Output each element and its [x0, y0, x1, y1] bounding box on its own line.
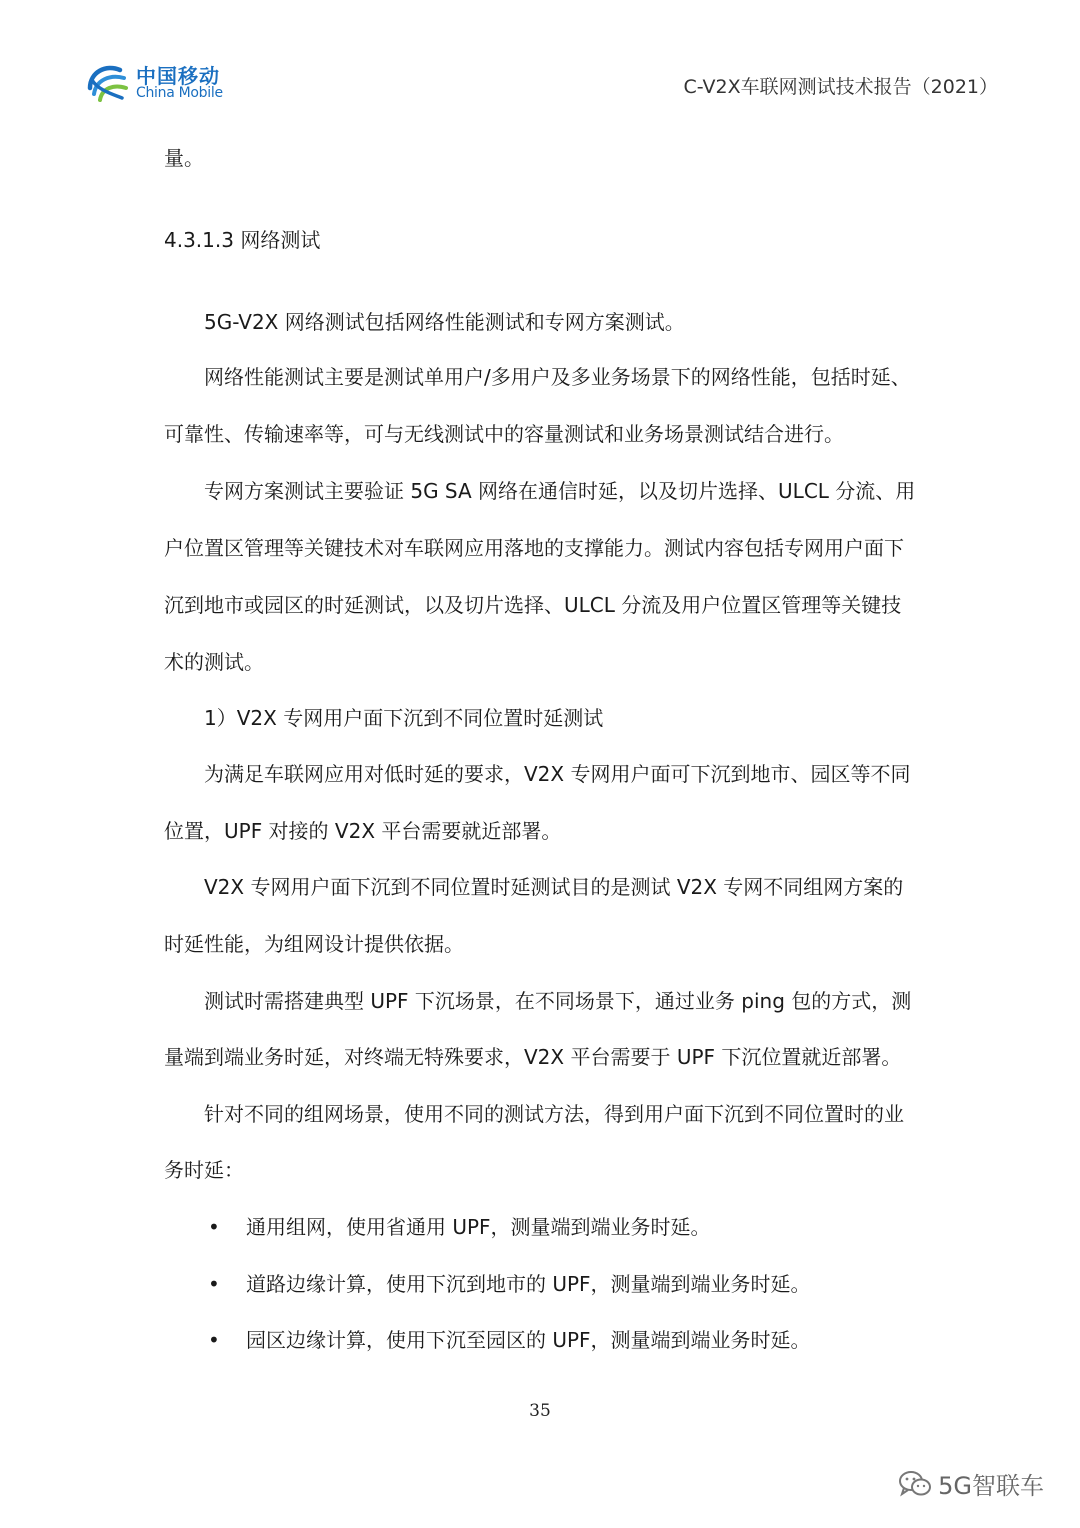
report-title: C-V2X车联网测试技术报告（2021） — [683, 76, 998, 98]
paragraph-line: V2X 专网用户面下沉到不同位置时延测试目的是测试 V2X 专网不同组网方案的 — [204, 875, 904, 899]
paragraph-line: 时延性能，为组网设计提供依据。 — [164, 932, 464, 956]
watermark-text: 5G智联车 — [938, 1472, 1044, 1500]
paragraph-line: 术的测试。 — [164, 650, 264, 674]
sub-heading: 1）V2X 专网用户面下沉到不同位置时延测试 — [204, 706, 604, 730]
page-number: 35 — [529, 1401, 551, 1421]
paragraph-line: 位置，UPF 对接的 V2X 平台需要就近部署。 — [164, 819, 562, 843]
paragraph-line: 户位置区管理等关键技术对车联网应用落地的支撑能力。测试内容包括专网用户面下 — [164, 536, 904, 560]
list-item: 道路边缘计算，使用下沉到地市的 UPF，测量端到端业务时延。 — [246, 1272, 811, 1296]
paragraph-line: 为满足车联网应用对低时延的要求，V2X 专网用户面可下沉到地市、园区等不同 — [204, 762, 911, 786]
china-mobile-swirl-icon — [84, 58, 132, 106]
paragraph-line: 网络性能测试主要是测试单用户/多用户及多业务场景下的网络性能，包括时延、 — [204, 365, 911, 389]
paragraph-line: 沉到地市或园区的时延测试，以及切片选择、ULCL 分流及用户位置区管理等关键技 — [164, 593, 902, 617]
paragraph-line: 5G-V2X 网络测试包括网络性能测试和专网方案测试。 — [204, 310, 685, 334]
logo-chinese-text: 中国移动 — [136, 64, 220, 88]
list-item: 园区边缘计算，使用下沉至园区的 UPF，测量端到端业务时延。 — [246, 1328, 811, 1352]
logo-english-text: China Mobile — [136, 85, 223, 101]
paragraph-line: 量端到端业务时延，对终端无特殊要求，V2X 平台需要于 UPF 下沉位置就近部署。 — [164, 1045, 902, 1069]
watermark — [898, 1466, 1044, 1501]
paragraph-line: 务时延： — [164, 1158, 244, 1182]
paragraph-line: 可靠性、传输速率等，可与无线测试中的容量测试和业务场景测试结合进行。 — [164, 422, 844, 446]
paragraph-line: 专网方案测试主要验证 5G SA 网络在通信时延，以及切片选择、ULCL 分流、用 — [204, 479, 916, 503]
china-mobile-logo — [84, 58, 234, 108]
continued-text: 量。 — [164, 146, 204, 170]
list-item: 通用组网，使用省通用 UPF，测量端到端业务时延。 — [246, 1215, 711, 1239]
section-heading: 4.3.1.3 网络测试 — [164, 228, 321, 252]
paragraph-line: 针对不同的组网场景，使用不同的测试方法，得到用户面下沉到不同位置时的业 — [204, 1102, 904, 1126]
bullet-icon: • — [208, 1215, 220, 1239]
paragraph-line: 测试时需搭建典型 UPF 下沉场景，在不同场景下，通过业务 ping 包的方式，测 — [204, 989, 912, 1013]
wechat-icon — [898, 1470, 932, 1498]
bullet-icon: • — [208, 1328, 220, 1352]
bullet-icon: • — [208, 1272, 220, 1296]
